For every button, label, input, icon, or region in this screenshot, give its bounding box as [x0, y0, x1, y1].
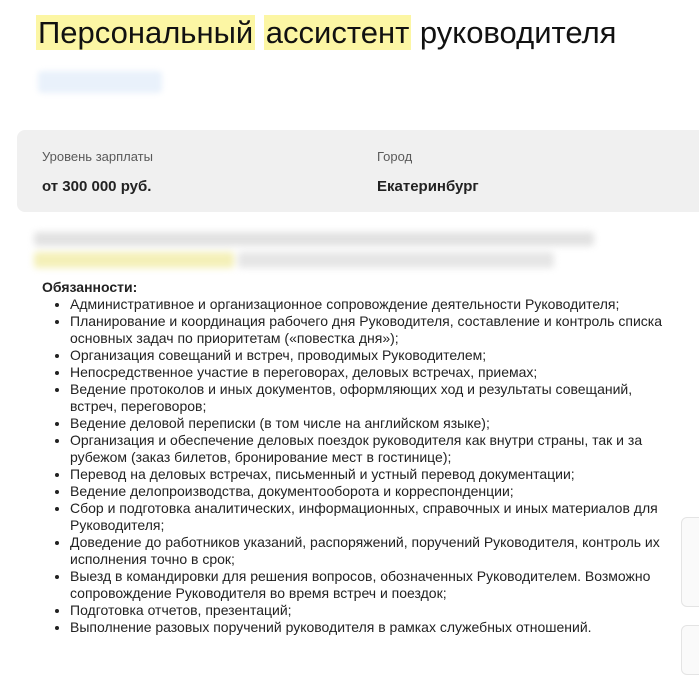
duties-section — [42, 279, 662, 636]
title-highlight-2: ассистент — [265, 15, 410, 50]
list-item: • Сбор и подготовка аналитических, информационных, справочных и иных материалов для Руководителя; — [70, 500, 662, 534]
blurred-highlight — [34, 252, 234, 268]
list-item: • Административное и организационное сопровождение деятельности Руководителя; — [70, 296, 662, 313]
blurred-line — [34, 252, 594, 268]
blurred-company-link[interactable] — [38, 71, 162, 93]
list-item: • Ведение протоколов и иных документов, оформляющих ход и результаты совещаний, встреч, переговоров; — [70, 381, 662, 415]
list-item: • Непосредственное участие в переговорах, деловых встречах, приемах; — [70, 364, 662, 381]
blurred-description — [34, 232, 594, 268]
blurred-text — [238, 252, 554, 268]
list-item: • Организация совещаний и встреч, проводимых Руководителем; — [70, 347, 662, 364]
title-rest: руководителя — [419, 15, 617, 50]
list-item: • Ведение делопроизводства, документооборота и корреспонденции; — [70, 483, 662, 500]
list-item: • Подготовка отчетов, презентаций; — [70, 602, 662, 619]
blurred-line — [34, 232, 594, 246]
list-item: • Организация и обеспечение деловых поездок руководителя как внутри страны, так и за рубежом (заказ билетов, бронирование мест в гостинице); — [70, 432, 662, 466]
duties-list — [42, 296, 662, 636]
side-widget[interactable] — [681, 625, 699, 675]
city-label: Город — [377, 149, 413, 164]
salary-value: от 300 000 руб. — [42, 178, 152, 195]
duties-title: Обязанности: — [42, 279, 138, 295]
list-item: • Ведение деловой переписки (в том числе на английском языке); — [70, 415, 662, 432]
job-info-box — [17, 130, 699, 212]
city-value: Екатеринбург — [377, 178, 479, 195]
list-item: • Выполнение разовых поручений руководителя в рамках служебных отношений. — [70, 619, 662, 636]
list-item: • Перевод на деловых встречах, письменный и устный перевод документации; — [70, 466, 662, 483]
title-highlight-1: Персональный — [38, 15, 254, 50]
list-item: • Доведение до работников указаний, распоряжений, поручений Руководителя, контроль их исполнения точно в срок; — [70, 534, 662, 568]
side-widget[interactable] — [681, 517, 699, 607]
list-item: • Выезд в командировки для решения вопросов, обозначенных Руководителем. Возможно сопровождение Руководителя во время встреч и поездок; — [70, 568, 662, 602]
salary-label: Уровень зарплаты — [42, 149, 153, 164]
page-title — [36, 10, 616, 56]
list-item: • Планирование и координация рабочего дня Руководителя, составление и контроль списка основных задач по приоритетам («повестка дня»); — [70, 313, 662, 347]
